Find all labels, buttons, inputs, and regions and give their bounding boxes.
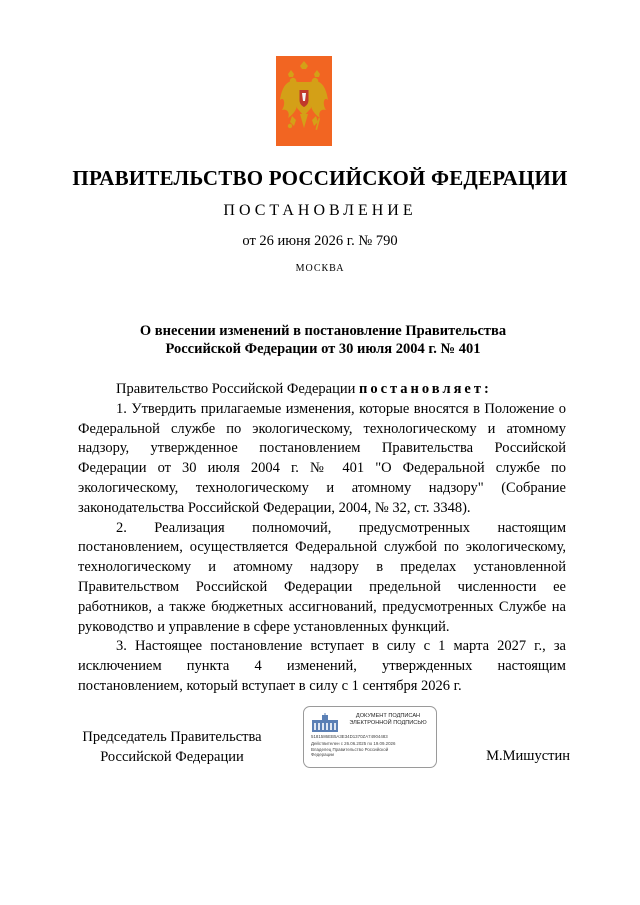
government-title: ПРАВИТЕЛЬСТВО РОССИЙСКОЙ ФЕДЕРАЦИИ <box>72 166 568 190</box>
signer-position <box>64 728 280 767</box>
electronic-signature-stamp <box>303 706 437 768</box>
decree-word: постановляет: <box>358 381 492 397</box>
coat-of-arms-emblem <box>276 56 332 146</box>
certificate-validity: Действителен с 26.06.2025 по 19.09.2026 <box>311 741 396 746</box>
paragraph-3: 3. Настоящее постановление вступает в силу с 1 марта 2027 г., за исключением пункта 4 изменений, утвержденных настоящим постановлением, который вступает в силу с 1 сентября 2026 г. <box>78 638 566 694</box>
paragraph-2: 2. Реализация полномочий, предусмотренных настоящим постановлением, осуществляется Федеральной службой по экологическому, технологическому и атомному надзору в пределах установленной Правительством Российской Федерации предельной численности ее работников, а также бюджетных ассигнований, предусмотренных Службе на руководство и управление в сфере установленных функций. <box>78 519 566 635</box>
certificate-owner: Владелец Правительство Российской <box>311 747 389 752</box>
preamble <box>78 380 566 400</box>
document-type: ПОСТАНОВЛЕНИЕ <box>223 202 417 219</box>
document-date-number: от 26 июня 2026 г. № 790 <box>242 233 398 249</box>
double-headed-eagle-icon <box>276 56 332 146</box>
certificate-number: 5181586EB5A3E34D1370ZA74904483 <box>311 734 388 739</box>
document-title-line: О внесении изменений в постановление Правительства <box>139 323 507 339</box>
document-body <box>78 380 566 697</box>
document-title-line: Российской Федерации от 30 июля 2004 г. № 401 <box>165 341 481 357</box>
paragraph-1: 1. Утвердить прилагаемые изменения, которые вносятся в Положение о Федеральной службе по экологическому, технологическому и атомному надзору, утвержденное постановлением Правительства Российской Федерации от 30 июля 2004 г. № 401 "О Федеральной службе по экологическому, технологическому и атомному надзору" (Собрание законодательства Российской Федерации, 2004, № 32, ст. 3348). <box>78 400 566 516</box>
city-name: МОСКВА <box>295 263 345 274</box>
document-title <box>80 322 566 358</box>
signer-position-line: Председатель Правительства <box>82 729 262 745</box>
signer-name: М.Мишустин <box>486 748 570 764</box>
government-building-icon <box>311 713 339 733</box>
stamp-title-line: ДОКУМЕНТ ПОДПИСАН <box>355 713 421 719</box>
stamp-title-line: ЭЛЕКТРОННОЙ ПОДПИСЬЮ <box>349 720 427 726</box>
preamble-text: Правительство Российской Федерации <box>116 381 359 397</box>
stamp-title <box>342 713 434 727</box>
certificate-owner: Федерации <box>311 752 334 757</box>
signer-position-line: Российской Федерации <box>100 748 244 765</box>
